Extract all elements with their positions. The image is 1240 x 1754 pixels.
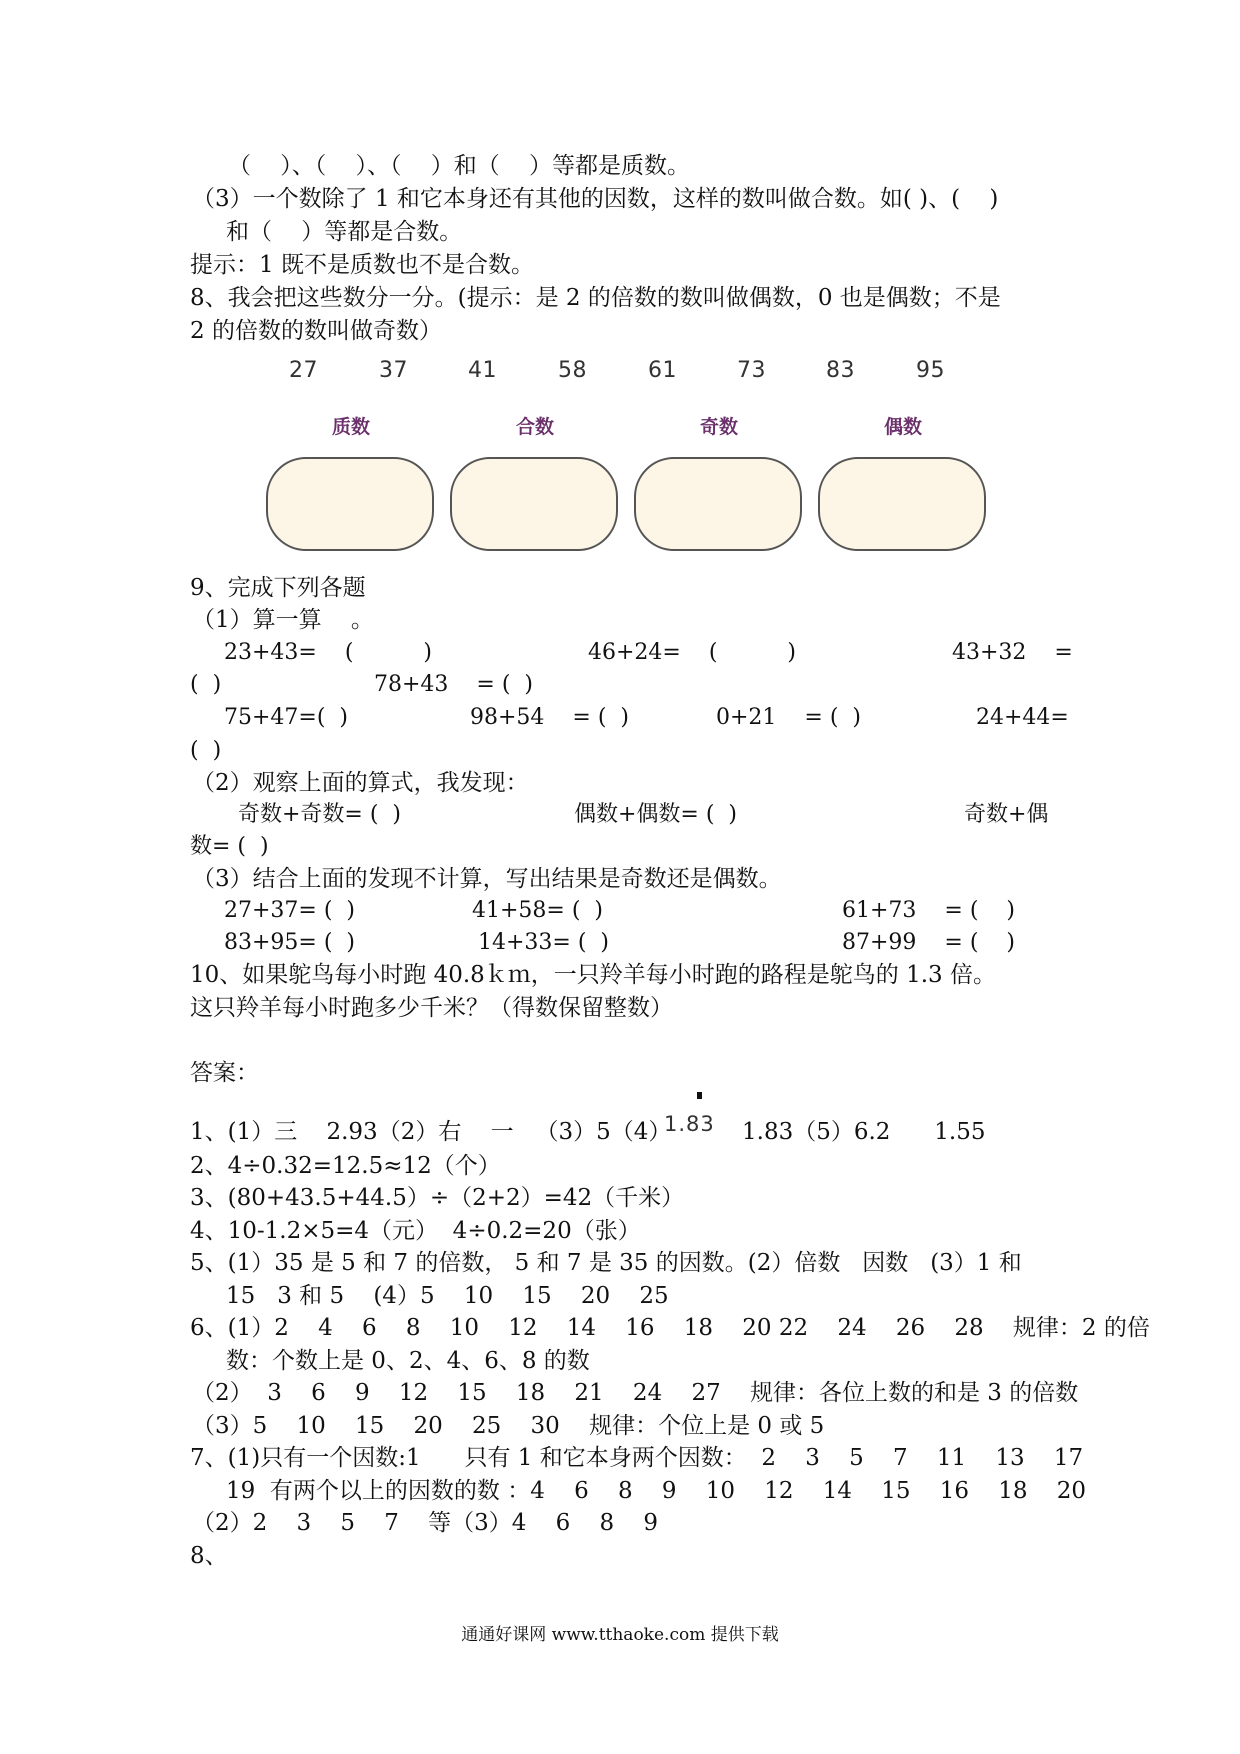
number-61: 61 <box>648 358 677 383</box>
answer-3: 3、(80+43.5+44.5）÷（2+2）=42（千米） <box>190 1185 685 1211</box>
answer-6-line4: （3）5 10 15 20 25 30 规律：个位上是 0 或 5 <box>192 1413 825 1439</box>
q10-line2: 这只羚羊每小时跑多少千米？（得数保留整数） <box>190 995 673 1021</box>
q10-line1: 10、如果鸵鸟每小时跑 40.8ｋｍ，一只羚羊每小时跑的路程是鸵鸟的 1.3 倍。 <box>190 962 996 988</box>
number-27: 27 <box>289 358 318 383</box>
judge-14-33: 14+33= ( ) <box>478 930 610 955</box>
odd-answer-box[interactable] <box>634 457 802 551</box>
calc-43-32: 43+32 = <box>952 640 1073 665</box>
answer-7-line1: 7、(1)只有一个因数:1 只有 1 和它本身两个因数： 2 3 5 7 11 13 17 <box>190 1445 1084 1471</box>
judge-61-73: 61+73 = ( ) <box>842 898 1015 923</box>
calc-23-43: 23+43= ( ) <box>224 640 432 665</box>
calc-24-44: 24+44= <box>976 705 1069 730</box>
q7-line1: （ ）、（ ）、（ ）和（ ）等都是质数。 <box>228 153 690 179</box>
number-37: 37 <box>379 358 408 383</box>
number-41: 41 <box>468 358 497 383</box>
prime-answer-box[interactable] <box>266 457 434 551</box>
number-58: 58 <box>558 358 587 383</box>
q9-title: 9、完成下列各题 <box>190 575 366 601</box>
q7-hint: 提示：1 既不是质数也不是合数。 <box>190 252 534 278</box>
category-composite-label: 合数 <box>515 416 554 438</box>
judge-83-95: 83+95= ( ) <box>224 930 356 955</box>
answer-7-line2: 19 有两个以上的因数的数 ：4 6 8 9 10 12 14 15 16 18 20 <box>226 1478 1087 1504</box>
answer-5-line1: 5、(1）35 是 5 和 7 的倍数， 5 和 7 是 35 的因数。(2）倍数 因数 (3）1 和 <box>190 1250 1022 1276</box>
number-83: 83 <box>826 358 855 383</box>
calc-24-44-answer: ( ) <box>190 738 222 763</box>
q7-line2: （3）一个数除了 1 和它本身还有其他的因数，这样的数叫做合数。如( )、( ) <box>192 186 999 212</box>
judge-87-99: 87+99 = ( ) <box>842 930 1015 955</box>
number-95: 95 <box>916 358 945 383</box>
q7-line3: 和（ ）等都是合数。 <box>226 219 463 245</box>
category-even-label: 偶数 <box>883 416 922 438</box>
answer-6-line3: （2） 3 6 9 12 15 18 21 24 27 规律：各位上数的和是 3 的倍数 <box>192 1380 1079 1406</box>
answers-title: 答案： <box>190 1060 259 1086</box>
calc-75-47: 75+47=( ) <box>224 705 349 730</box>
odd-plus-even-answer: 数= ( ) <box>190 834 269 859</box>
answer-1-right: 1.83（5）6.2 1.55 <box>742 1119 986 1145</box>
calc-0-21: 0+21 = ( ) <box>716 705 861 730</box>
category-prime-label: 质数 <box>331 416 370 438</box>
answer-1-left: 1、(1）三 2.93（2）右 一 （3）5（4） <box>190 1119 672 1145</box>
judge-27-37: 27+37= ( ) <box>224 898 356 923</box>
category-odd-label: 奇数 <box>699 416 738 438</box>
footer-credit: 通通好课网 www.tthaoke.com 提供下载 <box>461 1625 779 1645</box>
calc-78-43: 78+43 = ( ) <box>374 672 533 697</box>
odd-plus-even: 奇数+偶 <box>964 802 1049 827</box>
calc-98-54: 98+54 = ( ) <box>470 705 629 730</box>
even-plus-even: 偶数+偶数= ( ) <box>574 802 738 827</box>
answer-8: 8、 <box>190 1543 228 1569</box>
answer-1-image-value: 1.83 <box>664 1112 715 1136</box>
answer-5-line2: 15 3 和 5 (4）5 10 15 20 25 <box>226 1283 669 1309</box>
composite-answer-box[interactable] <box>450 457 618 551</box>
q8-line2: 2 的倍数的数叫做奇数） <box>190 318 442 344</box>
answer-2: 2、4÷0.32=12.5≈12（个） <box>190 1153 501 1179</box>
answer-4: 4、10-1.2×5=4（元） 4÷0.2=20（张） <box>190 1218 641 1244</box>
q9-part3-title: （3）结合上面的发现不计算，写出结果是奇数还是偶数。 <box>192 866 782 892</box>
calc-46-24: 46+24= ( ) <box>588 640 796 665</box>
answer-7-line3: （2）2 3 5 7 等（3）4 6 8 9 <box>192 1510 659 1536</box>
answer-6-line2: 数：个数上是 0、2、4、6、8 的数 <box>226 1348 590 1374</box>
q8-line1: 8、我会把这些数分一分。(提示：是 2 的倍数的数叫做偶数，0 也是偶数；不是 <box>190 285 1001 311</box>
odd-plus-odd: 奇数+奇数= ( ) <box>238 802 402 827</box>
calc-43-32-answer: ( ) <box>190 672 222 697</box>
number-73: 73 <box>737 358 766 383</box>
judge-41-58: 41+58= ( ) <box>472 898 604 923</box>
answer-6-line1: 6、(1）2 4 6 8 10 12 14 16 18 20 22 24 26 28 规律：2 的倍 <box>190 1315 1150 1341</box>
q9-part2-title: （2）观察上面的算式，我发现： <box>192 770 529 796</box>
q9-part1-title: （1）算一算 。 <box>192 607 374 633</box>
even-answer-box[interactable] <box>818 457 986 551</box>
repeating-decimal-dot <box>697 1092 702 1099</box>
